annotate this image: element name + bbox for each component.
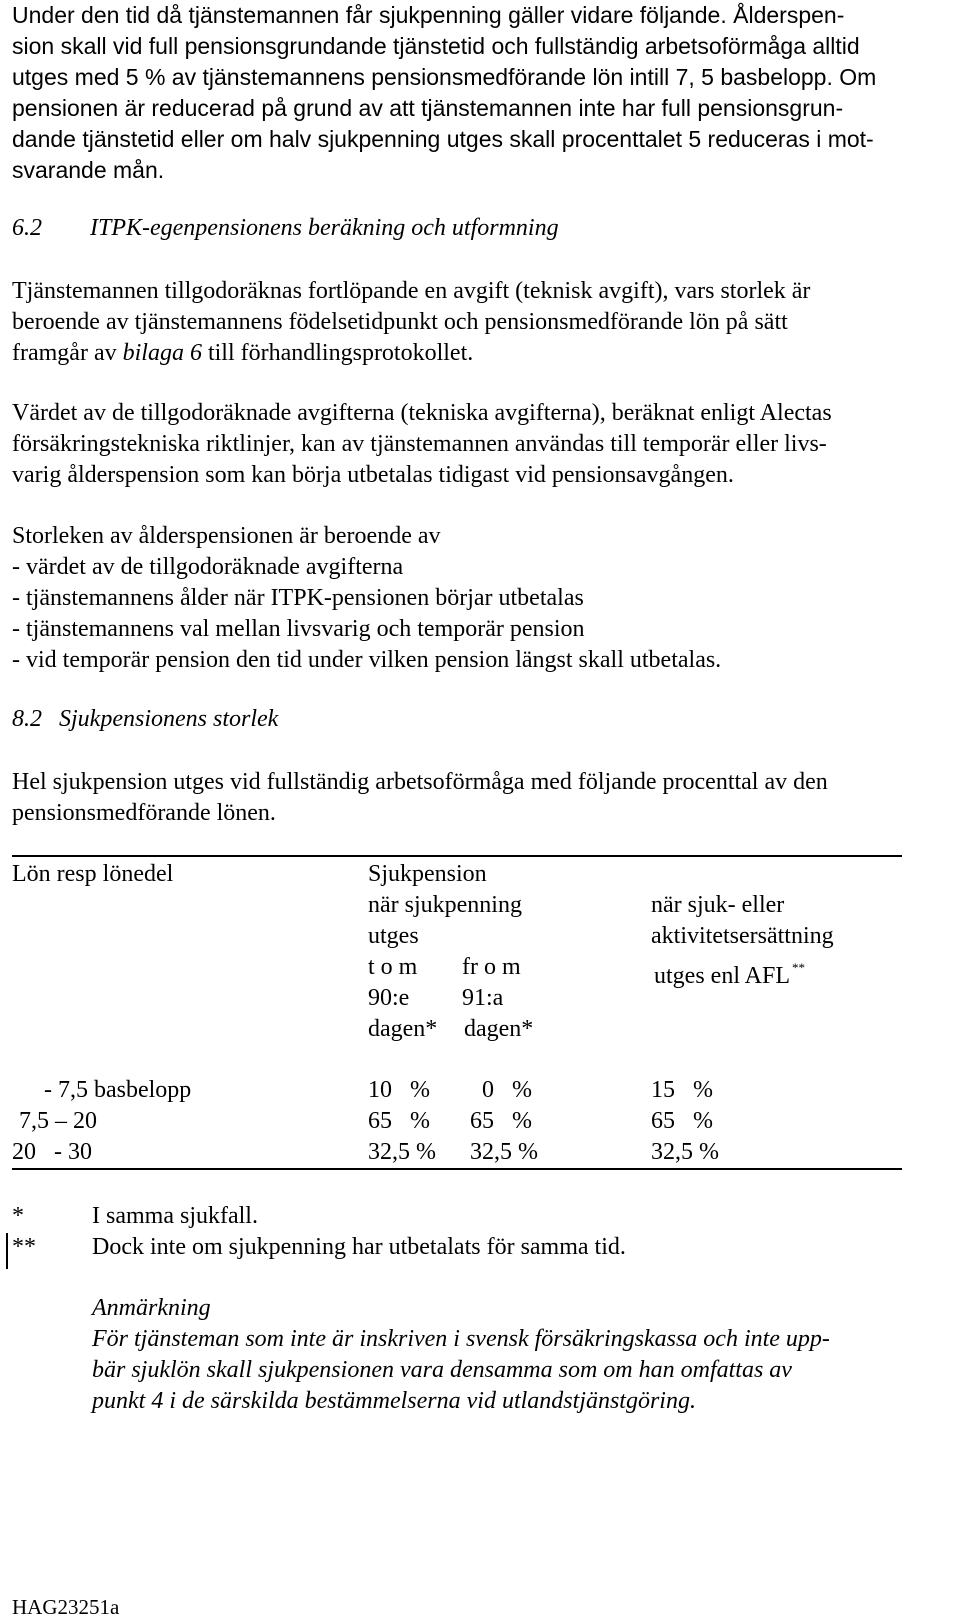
paragraph-line: Hel sjukpension utges vid fullständig arbetsoförmåga med följande procenttal av den — [12, 769, 828, 795]
paragraph-line: Storleken av ålderspensionen är beroende av — [12, 523, 441, 549]
paragraph-line: Värdet av de tillgodoräknade avgifterna (tekniska avgifterna), beräknat enligt Alectas — [12, 400, 832, 426]
table-subheader-from: fr o m — [462, 954, 521, 980]
itpk-paragraph-1 — [12, 276, 932, 369]
footnote-mark: * — [12, 1203, 24, 1229]
section-title: Sjukpensionens storlek — [59, 706, 279, 732]
paragraph-line: beroende av tjänstemannens födelsetidpunkt och pensionsmedförande lön på sätt — [12, 309, 788, 335]
table-header-sjukpension: Sjukpension — [368, 861, 487, 887]
table-subheader-tom: 90:e — [368, 985, 410, 1011]
table-subheader-tom: t o m — [368, 954, 418, 980]
section-number: 6.2 — [12, 215, 42, 241]
list-item: - vid temporär pension den tid under vilken pension längst skall utbetalas. — [12, 647, 722, 673]
remark-line: bär sjuklön skall sjukpensionen vara densamma som om han omfattas av — [92, 1357, 792, 1383]
intro-line: utges med 5 % av tjänstemannens pensionsmedförande lön intill 7, 5 basbelopp. Om — [12, 64, 877, 90]
intro-line: pensionen är reducerad på grund av att tjänstemannen inte har full pensionsgrun- — [12, 95, 844, 121]
table-cell-tom: 32,5 % — [368, 1139, 436, 1165]
remark — [92, 1293, 932, 1417]
afl-footnote-mark: ** — [792, 960, 805, 975]
table-top-rule — [12, 855, 902, 857]
paragraph-line: försäkringstekniska riktlinjer, kan av tjänstemannen användas till temporär eller livs- — [12, 431, 827, 457]
table-cell-from: 0 % — [482, 1077, 532, 1103]
itpk-paragraph-2 — [12, 398, 932, 491]
table-header-afl — [654, 952, 805, 992]
intro-line: Under den tid då tjänstemannen får sjukpenning gäller vidare följande. Ålderspen- — [12, 2, 845, 28]
remark-line: punkt 4 i de särskilda bestämmelserna vid utlandstjänstgöring. — [92, 1388, 696, 1414]
document-code: HAG23251a — [12, 1595, 120, 1619]
remark-line: För tjänsteman som inte är inskriven i svensk försäkringskassa och inte upp- — [92, 1326, 830, 1352]
paragraph-line: Tjänstemannen tillgodoräknas fortlöpande en avgift (teknisk avgift), vars storlek är — [12, 278, 811, 304]
footnote-mark: ** — [12, 1234, 36, 1260]
list-item: - tjänstemannens val mellan livsvarig och temporär pension — [12, 616, 585, 642]
table-cell-salary: - 7,5 basbelopp — [44, 1077, 192, 1103]
table-subheader-tom: dagen* — [368, 1016, 438, 1042]
table-bottom-rule — [12, 1168, 902, 1170]
list-item: - värdet av de tillgodoräknade avgifterna — [12, 554, 404, 580]
intro-paragraph — [12, 0, 932, 186]
revision-bar — [6, 1233, 8, 1269]
table-subheader-from: 91:a — [462, 985, 504, 1011]
appendix-reference: bilaga 6 — [122, 340, 202, 366]
table-cell-from: 65 % — [470, 1108, 532, 1134]
paragraph-line: varig ålderspension som kan börja utbetalas tidigast vid pensionsavgången. — [12, 462, 734, 488]
table-header-afl: när sjuk- eller — [651, 892, 785, 918]
section-number: 8.2 — [12, 706, 42, 732]
sjukpension-paragraph — [12, 767, 932, 829]
section-8-2-heading — [12, 704, 278, 735]
table-header-afl: aktivitetsersättning — [651, 923, 834, 949]
table-cell-salary: 7,5 – 20 — [19, 1108, 97, 1134]
intro-line: dande tjänstetid eller om halv sjukpenning utges skall procenttalet 5 reduceras i mot- — [12, 126, 874, 152]
text-fragment: framgår av — [12, 340, 123, 366]
table-cell-afl: 32,5 % — [651, 1139, 719, 1165]
intro-line: sion skall vid full pensionsgrundande tjänstetid och fullständig arbetsoförmåga alltid — [12, 33, 860, 59]
text-fragment: till förhandlingsprotokollet. — [201, 340, 474, 366]
table-subheader-from: dagen* — [464, 1016, 534, 1042]
table-cell-tom: 10 % — [368, 1077, 430, 1103]
table-cell-salary: 20 - 30 — [12, 1139, 92, 1165]
table-header-sjukpension: när sjukpenning — [368, 892, 522, 918]
paragraph-line — [12, 338, 932, 369]
footnote-text: Dock inte om sjukpenning har utbetalats för samma tid. — [92, 1234, 626, 1260]
itpk-paragraph-3 — [12, 521, 932, 676]
table-cell-afl: 15 % — [651, 1077, 713, 1103]
section-6-2-heading — [12, 213, 559, 244]
list-item: - tjänstemannens ålder när ITPK-pensionen börjar utbetalas — [12, 585, 584, 611]
remark-title: Anmärkning — [92, 1295, 211, 1321]
intro-line: svarande mån. — [12, 157, 165, 183]
paragraph-line: pensionsmedförande lönen. — [12, 800, 276, 826]
table-cell-tom: 65 % — [368, 1108, 430, 1134]
table-cell-afl: 65 % — [651, 1108, 713, 1134]
afl-label: utges enl AFL — [654, 963, 790, 989]
table-header-salary: Lön resp lönedel — [12, 861, 174, 887]
table-header-sjukpension: utges — [368, 923, 419, 949]
table-cell-from: 32,5 % — [470, 1139, 538, 1165]
footnote-text: I samma sjukfall. — [92, 1203, 258, 1229]
section-title: ITPK-egenpensionens beräkning och utformning — [90, 215, 559, 241]
